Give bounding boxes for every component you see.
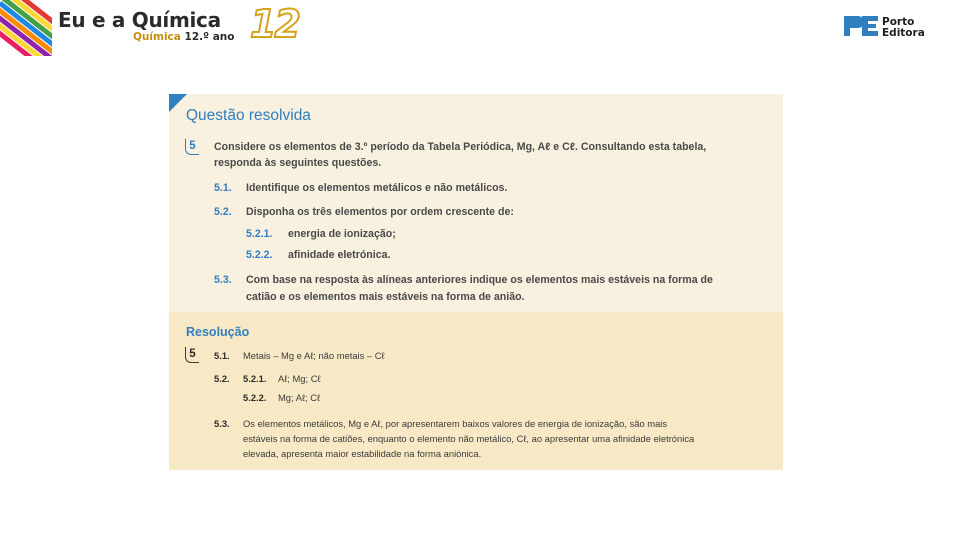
question-intro-line2: responda às seguintes questões. [214, 157, 382, 169]
item-text-5-2-1: energia de ionização; [288, 228, 396, 240]
question-intro-line1: Considere os elementos de 3.º período da Tabela Periódica, Mg, Aℓ e Cℓ. Consultando esta tabela, [214, 141, 707, 153]
resolution-text-5-3-line1: Os elementos metálicos, Mg e Aℓ, por apresentarem baixos valores de energia de ionização, são mais [243, 418, 668, 429]
brand-subject: Química [133, 31, 181, 43]
brand-logo [58, 8, 234, 43]
question-number-badge: 5 [185, 139, 199, 155]
solved-question-card [169, 94, 783, 470]
resolution-label-5-3: 5.3. [214, 418, 230, 429]
item-label-5-2-2: 5.2.2. [246, 249, 273, 261]
item-text-5-2-2: afinidade eletrónica. [288, 249, 391, 261]
item-label-5-2: 5.2. [214, 206, 232, 218]
item-label-5-2-1: 5.2.1. [246, 228, 273, 240]
question-title: Questão resolvida [186, 107, 311, 124]
resolution-label-5-1: 5.1. [214, 350, 230, 361]
grade-number: 12 [250, 2, 299, 46]
item-text-5-2: Disponha os três elementos por ordem crescente de: [246, 206, 514, 218]
resolution-text-5-3-line2: estáveis na forma de catiões, enquanto o elemento não metálico, Cℓ, ao apresentar uma afinidade eletrónica [243, 433, 695, 444]
resolution-section [169, 312, 783, 470]
resolution-label-5-2-2: 5.2.2. [243, 392, 267, 403]
item-text-5-3-line2: catião e os elementos mais estáveis na forma de anião. [246, 291, 525, 303]
brand-subtitle [133, 31, 234, 43]
item-text-5-3-line1: Com base na resposta às alíneas anteriores indique os elementos mais estáveis na forma de [246, 274, 713, 286]
brand-title: Eu e a Química [58, 8, 221, 32]
resolution-label-5-2: 5.2. [214, 373, 230, 384]
resolution-text-5-3-line3: elevada, apresenta maior estabilidade na forma aniónica. [243, 448, 482, 459]
resolution-title: Resolução [186, 325, 250, 339]
item-label-5-3: 5.3. [214, 274, 232, 286]
resolution-text-5-2-1: Aℓ; Mg; Cℓ [278, 373, 321, 384]
resolution-label-5-2-1: 5.2.1. [243, 373, 267, 384]
resolution-number-badge: 5 [185, 347, 199, 363]
publisher-name [882, 17, 925, 39]
corner-marker [169, 94, 187, 112]
resolution-text-5-1: Metais – Mg e Aℓ; não metais – Cℓ [243, 350, 385, 361]
publisher-line1: Porto [882, 16, 915, 28]
resolution-text-5-2-2: Mg; Aℓ; Cℓ [278, 392, 321, 403]
pencils-icon [0, 0, 52, 56]
item-label-5-1: 5.1. [214, 182, 232, 194]
publisher-line2: Editora [882, 27, 925, 39]
porto-editora-logo-icon [844, 16, 878, 41]
item-text-5-1: Identifique os elementos metálicos e não metálicos. [246, 182, 508, 194]
brand-year: 12.º ano [184, 31, 235, 43]
